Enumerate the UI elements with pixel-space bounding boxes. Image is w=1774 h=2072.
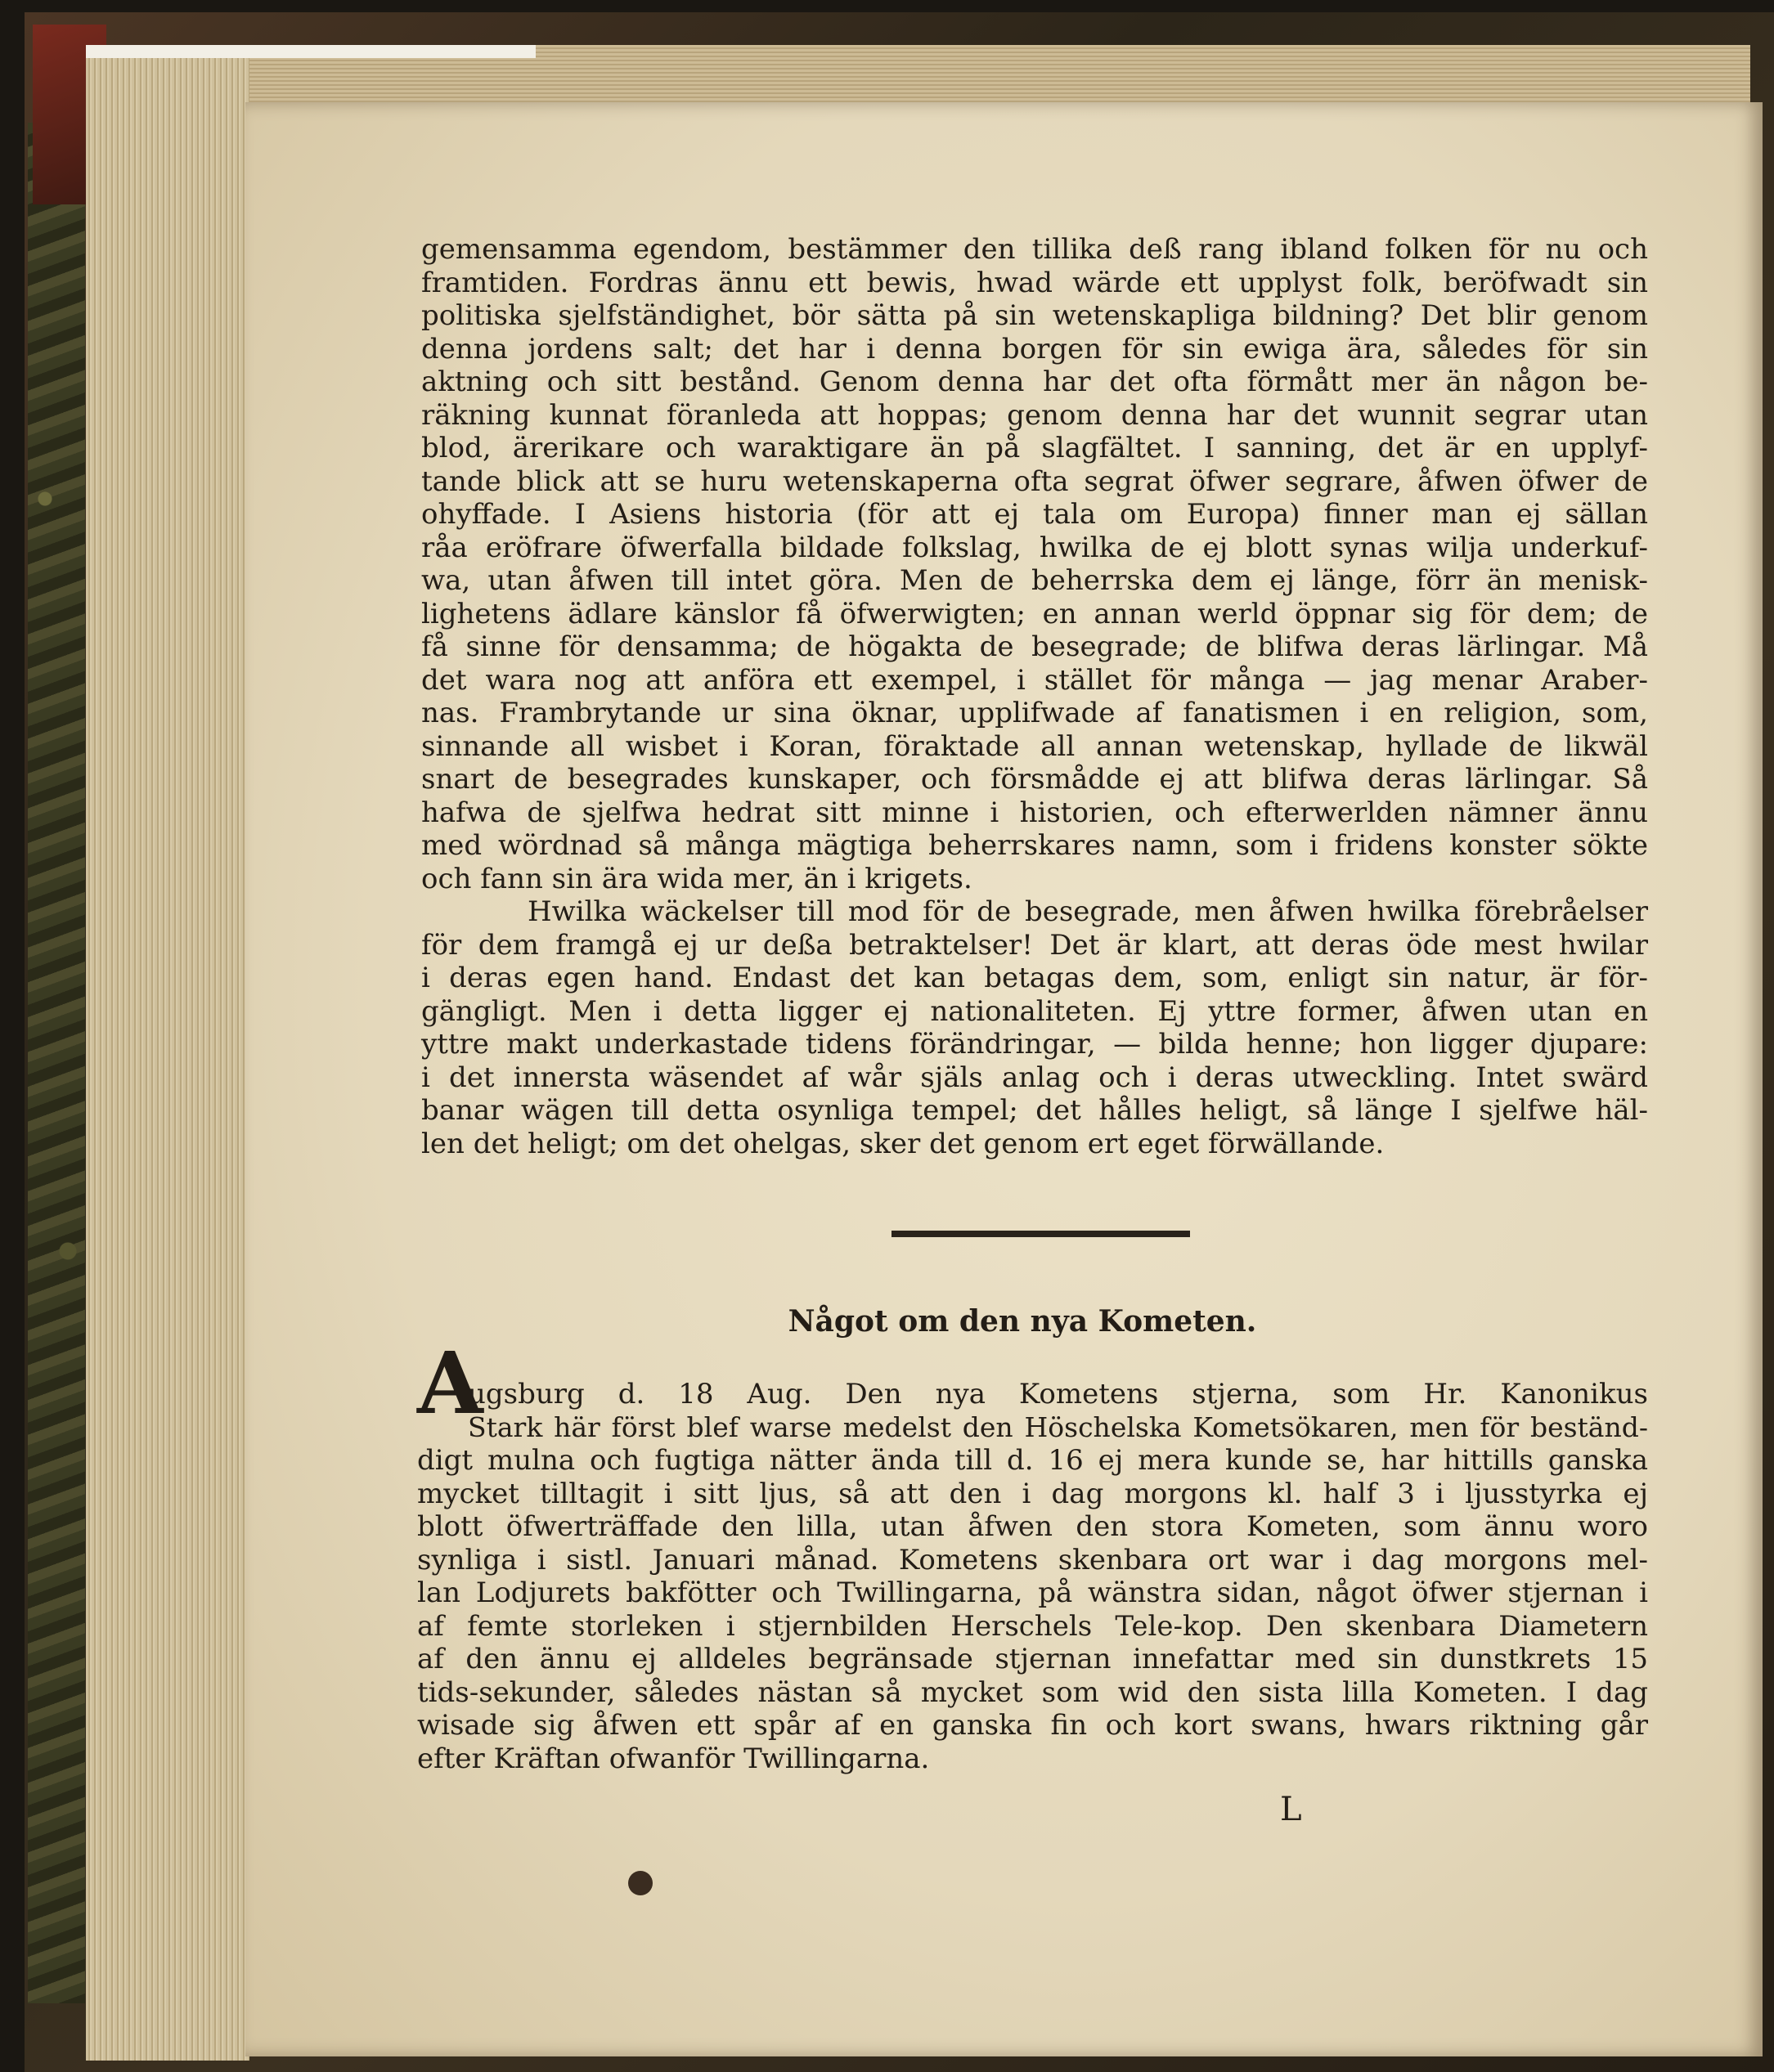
page-stack-edge [86,57,249,2061]
text-line: mycket tilltagit i sitt ljus, så att den i dag morgons kl. half 3 i ljusstyrka ej [417,1477,1648,1510]
text-line: efter Kräftan ofwanför Twillingarna. [417,1742,930,1775]
text-line: och fann sin ära wida mer, än i krigets. [421,862,972,895]
text-line: len det heligt; om det ohelgas, sker det genom ert eget förwällande. [421,1127,1385,1160]
text-line: i deras egen hand. Endast det kan betagas dem, som, enligt sin natur, är för- [421,962,1648,994]
text-line: wisade sig åfwen ett spår af en ganska fin och kort swans, hwars riktning går [417,1709,1648,1742]
paragraph-1 [421,233,1648,1160]
text-line: nas. Frambrytande ur sina öknar, upplifwade af fanatismen i en religion, som, [421,697,1648,729]
catchword: L [1280,1791,1302,1828]
text-line: sinnande all wisbet i Koran, föraktade all annan wetenskap, hyllade de likwäl [421,729,1648,763]
text-line: tande blick att se huru wetenskaperna ofta segrat öfwer segrare, åfwen öfwer de [421,464,1648,498]
section-divider [891,1231,1190,1237]
text-line: gemensamma egendom, bestämmer den tillika deß rang ibland folken för nu och [421,233,1648,266]
text-line: aktning och sitt bestånd. Genom denna har det ofta förmått mer än någon be- [421,366,1648,398]
text-line: i det innersta wäsendet af wår själs anlag och i deras utweckling. Intet swärd [421,1061,1648,1094]
text-line: för dem framgå ej ur deßa betraktelser! Det är klart, att deras öde mest hwilar [421,928,1648,962]
marbled-board [28,123,85,2003]
text-line: lan Lodjurets bakfötter och Twillingarna, på wänstra sidan, något öfwer stjernan i [417,1576,1648,1609]
text-line: gängligt. Men i detta ligger ej nationaliteten. Ej yttre former, åfwen utan en [421,994,1648,1028]
text-line: af den ännu ej alldeles begränsade stjernan innefattar med sin dunstkrets 15 [417,1643,1648,1675]
text-line: det wara nog att anföra ett exempel, i stället för många — jag menar Araber- [421,663,1648,697]
text-line: lighetens ädlare känslor få öfwerwigten; en annan werld öppnar sig för dem; de [421,597,1648,630]
text-line: wa, utan åfwen till intet göra. Men de beherrska dem ej länge, förr än menisk- [421,564,1648,597]
ink-stain [628,1871,653,1895]
text-line: yttre makt underkastade tidens förändringar, — bilda henne; hon ligger djupare: [421,1028,1648,1061]
text-line: synliga i sistl. Januari månad. Kometens skenbara ort war i dag morgons mel- [417,1543,1648,1576]
text-line: politiska sjelfständighet, bör sätta på sin wetenskapliga bildning? Det blir genom [421,299,1648,332]
text-line: banar wägen till detta osynliga tempel; det hålles heligt, så länge I sjelfwe häl- [421,1094,1648,1127]
paper-slip [86,45,536,58]
text-line: tids-sekunder, således nästan så mycket som wid den sista lilla Kometen. I dag [417,1675,1648,1709]
text-line: af femte storleken i stjernbilden Herschels Tele-kop. Den skenbara Diametern [417,1609,1648,1643]
text-line: snart de besegrades kunskaper, och försmådde ej att blifwa deras lärlingar. Så [421,763,1648,796]
drop-cap: A [417,1333,483,1433]
text-line: digt mulna och fugtiga nätter ända till d. 16 ej mera kunde se, har hittills ganska [417,1444,1648,1477]
article-body [417,1378,1648,1775]
text-line: Stark här först blef warse medelst den Höschelska Kometsökaren, men för beständ- [468,1410,1648,1443]
article-heading: Något om den nya Kometen. [788,1304,1257,1339]
text-line: hafwa de sjelfwa hedrat sitt minne i historien, och efterwerlden nämner ännu [421,796,1648,829]
text-line: blott öfwerträffade den lilla, utan åfwen den stora Kometen, som ännu woro [417,1510,1648,1543]
text-line: med wördnad så många mägtiga beherrskares namn, som i fridens konster sökte [421,829,1648,862]
text-line: framtiden. Fordras ännu ett bewis, hwad wärde ett upplyst folk, beröfwadt sin [421,266,1648,299]
text-line: blod, ärerikare och waraktigare än på slagfältet. I sanning, det är en upplyf- [421,432,1648,464]
text-line: Hwilka wäckelser till mod för de besegrade, men åfwen hwilka förebråelser [528,895,1648,928]
text-line: ugsburg d. 18 Aug. Den nya Kometens stjerna, som Hr. Kanonikus [468,1378,1648,1410]
text-line: denna jordens salt; det har i denna borgen för sin ewiga ära, således för sin [421,332,1648,366]
text-line: få sinne för densamma; de högakta de besegrade; de blifwa deras lärlingar. Må [421,630,1648,663]
text-line: ohyffade. I Asiens historia (för att ej tala om Europa) finner man ej sällan [421,498,1648,531]
text-line: räkning kunnat föranleda att hoppas; genom denna har det wunnit segrar utan [421,398,1648,432]
text-line: råa eröfrare öfwerfalla bildade folkslag, hwilka de ej blott synas wilja underkuf- [421,531,1648,564]
